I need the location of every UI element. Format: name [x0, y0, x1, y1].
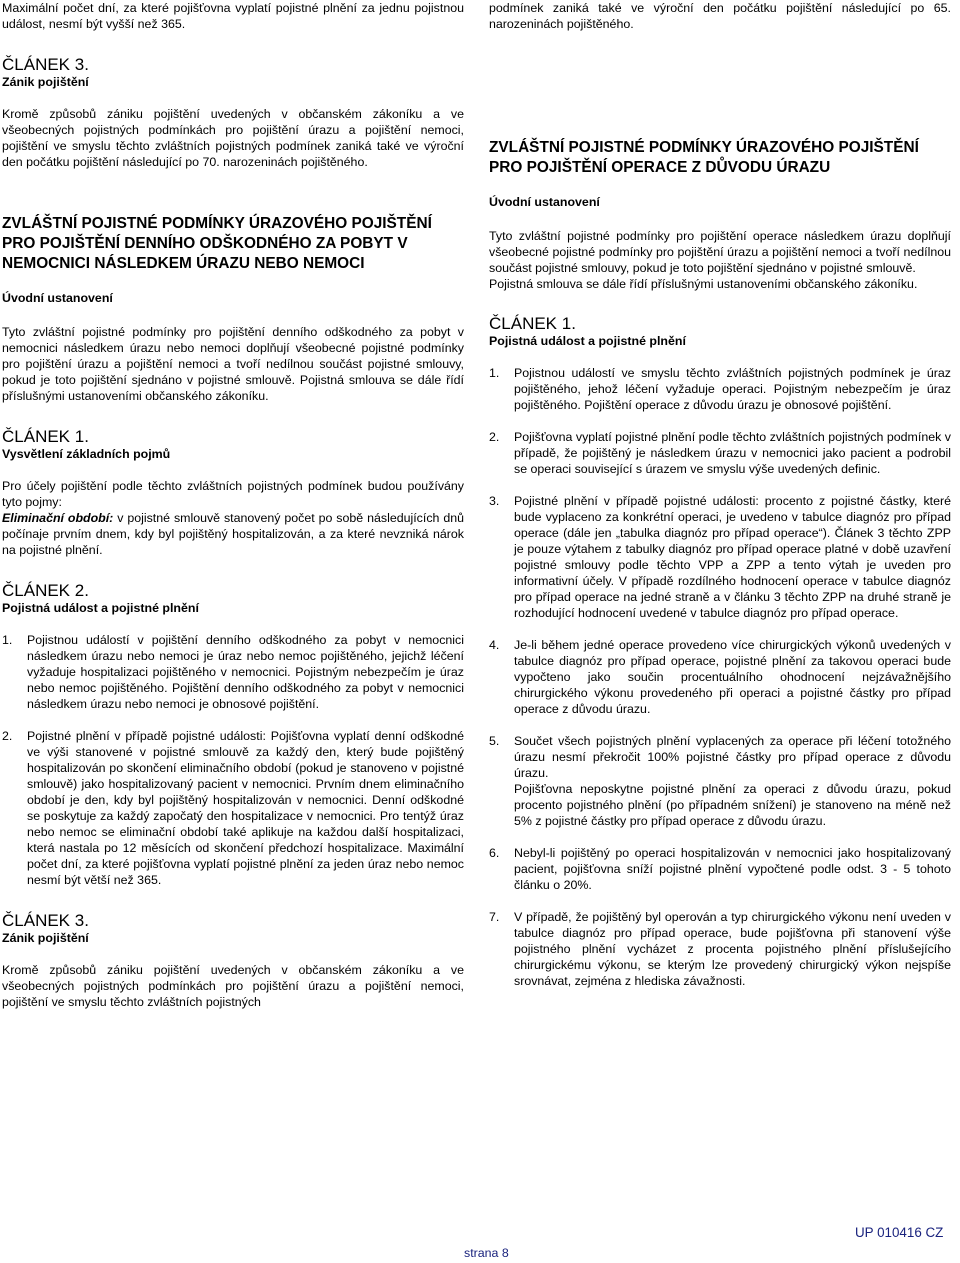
list-item [489, 909, 951, 989]
article-3b-text: Kromě způsobů zániku pojištění uvedených v občanském zákoníku a ve všeobecných pojistných podmínkách pro pojištění úrazu a pojištění nemoci, pojištění ve smyslu těchto zvláštních pojistných [2, 963, 464, 1009]
list-item-number: 4. [489, 638, 500, 652]
article-1-title: ČLÁNEK 1. [2, 427, 89, 446]
right-intro-text-2: Pojistná smlouva se dále řídí příslušnými ustanoveními občanského zákoníku. [489, 277, 918, 291]
list-item-number: 2. [489, 430, 500, 444]
article-2-subtitle: Pojistná událost a pojistné plnění [2, 601, 199, 615]
list-item-number: 3. [489, 494, 500, 508]
right-intro-text: Tyto zvláštní pojistné podmínky pro pojištění operace následkem úrazu doplňují všeobecné pojistné podmínky pro pojištění úrazu a pojištění nemoci a tvoří nedílnou součást pojistné smlouvy, pokud je toto pojištění sjednáno v pojistné smlouvě. [489, 229, 951, 275]
article-3b-title: ČLÁNEK 3. [2, 911, 89, 930]
list-item-number: 1. [2, 633, 13, 647]
article-1-subtitle: Vysvětlení základních pojmů [2, 447, 171, 461]
left-intro-text: Tyto zvláštní pojistné podmínky pro pojištění denního odškodného za pobyt v nemocnici následkem úrazu nebo nemoci doplňují všeobecné pojistné podmínky pro pojištění úrazu a pojištění nemoci a tvoří nedílnou součást pojistné smlouvy, pokud je toto pojištění sjednáno v pojistné smlouvě. Pojistná smlouva se dále řídí příslušnými ustanoveními občanského zákoníku. [2, 325, 464, 403]
list-item [2, 728, 464, 888]
list-item [489, 733, 951, 829]
right-intro-heading: Úvodní ustanovení [489, 195, 600, 209]
right-column [489, 0, 951, 989]
list-item-text: Pojistné plnění v případě pojistné události: Pojišťovna vyplatí denní odškodné ve výši stanovené v pojistné smlouvě za každý den, který bude pojištěný hospitalizován po skončení eliminačního období (pokud je stanoveno v pojistné smlouvě) jako hospitalizovaný pacient v nemocnici. Prvním dnem eliminačního období je den, kdy byl pojištěný hospitalizován v nemocnici. Denní odškodné se poskytuje za každý započatý den hospitalizace v nemocnici. Pro tentýž úraz nebo nemoc se eliminační období také aplikuje na každou další hospitalizaci, která nastala po 12 měsících od skončení předchozí hospitalizace. Maximální počet dní, za které pojišťovna vyplatí pojistné plnění za jeden úraz nebo nemoc nesmí být větší než 365. [27, 729, 464, 887]
article-3b-subtitle: Zánik pojištění [2, 931, 89, 945]
right-article-1-title: ČLÁNEK 1. [489, 314, 576, 333]
list-item-text: Pojišťovna vyplatí pojistné plnění podle těchto zvláštních pojistných podmínek v případě, že pojištěný je následkem úrazu v nemocnici jako pacient a podrobil se operaci související s úrazem ve smyslu výše uvedených definic. [514, 430, 951, 476]
list-item-text: Součet všech pojistných plnění vyplacených za operace při léčení totožného úrazu nesmí překročit 100% pojistné částky pro případ operace z důvodu úrazu. [514, 734, 951, 780]
left-top-paragraph: Maximální počet dní, za které pojišťovna vyplatí pojistné plnění za jednu pojistnou událost, nesmí být vyšší než 365. [2, 1, 464, 31]
article-3a-title: ČLÁNEK 3. [2, 55, 89, 74]
page-number: strana 8 [464, 1246, 509, 1260]
right-article-1-list [489, 365, 951, 989]
article-2-list [2, 632, 464, 888]
article-3a-text: Kromě způsobů zániku pojištění uvedených v občanském zákoníku a ve všeobecných pojistných podmínkách pro pojištění úrazu a pojištění nemoci, pojištění ve smyslu těchto zvláštních pojistných podmínek zaniká také ve výroční den počátku pojištění následující po 70. narozeninách pojištěného. [2, 107, 464, 169]
list-item [489, 365, 951, 413]
list-item [489, 637, 951, 717]
list-item-number: 5. [489, 734, 500, 748]
article-1-text: Pro účely pojištění podle těchto zvláštních pojistných podmínek budou používány tyto pojmy: [2, 479, 464, 509]
list-item [489, 429, 951, 477]
list-item-number: 6. [489, 846, 500, 860]
list-item [489, 493, 951, 621]
list-item-text-2: Pojišťovna neposkytne pojistné plnění za operaci z důvodu úrazu, pokud procento pojistného plnění (po případném snížení) je stanoveno na méně než 5% z pojistné částky pro případ operace z důvodu úrazu. [514, 782, 951, 828]
list-item [489, 845, 951, 893]
list-item-number: 2. [2, 729, 13, 743]
list-item [2, 632, 464, 712]
article-1-definition [2, 510, 464, 558]
right-top-paragraph: podmínek zaniká také ve výroční den počátku pojištění následující po 65. narozeninách pojištěného. [489, 1, 951, 31]
article-2-title: ČLÁNEK 2. [2, 581, 89, 600]
list-item-number: 1. [489, 366, 500, 380]
list-item-number: 7. [489, 910, 500, 924]
definition-term: Eliminační období: [2, 511, 114, 525]
left-intro-heading: Úvodní ustanovení [2, 291, 113, 305]
list-item-text: V případě, že pojištěný byl operován a typ chirurgického výkonu není uveden v tabulce diagnóz pro případ operace, bude pojišťovna při stanovení výše pojistného plnění vycházet z procenta pojistného plnění příslušejícího chirurgickému výkonu, se kterým lze provedený chirurgický výkon nejspíše srovnávat, zejména z hlediska závažnosti. [514, 910, 951, 988]
list-item-text: Pojistnou událostí ve smyslu těchto zvláštních pojistných podmínek je úraz pojištěného, jehož léčení vyžaduje operaci. Pojistným nebezpečím je úraz pojištěného. Pojištění operace z důvodu úrazu je obnosové pojištění. [514, 366, 951, 412]
list-item-text: Pojistnou událostí v pojištění denního odškodného za pobyt v nemocnici následkem úrazu nebo nemoci je úraz nebo nemoc pojištěného, jejichž léčení vyžaduje hospitalizaci pojištěného v nemocnici. Pojistným nebezpečím je úraz nebo nemoc pojištěného. Pojištění denního odškodného za pobyt v nemocnici následkem úrazu nebo nemoci je obnosové pojištění. [27, 633, 464, 711]
list-item-text: Pojistné plnění v případě pojistné události: procento z pojistné částky, které bude vyplaceno za konkrétní operaci, je uvedeno v tabulce diagnóz pro případ operace (dále jen „tabulka diagnóz pro případ operace“). Článek 3 těchto ZPP je pouze výtahem z tabulky diagnóz pro případ operace platné v době uzavření pojistné smlouvy podle těchto VPP a ZPP a tento výtah je uveden pro informativní účely. V případě rozdílného hodnocení operace v tabulce diagnóz pro případ operace na jedné straně a v článku 3 těchto ZPP na druhé straně je rozhodující hodnocení uvedené v tabulce diagnóz pro případ operace. [514, 494, 951, 620]
list-item-text: Nebyl-li pojištěný po operaci hospitalizován v nemocnici jako hospitalizovaný pacient, pojišťovna sníží pojistné plnění vypočtené podle odst. 3 - 5 tohoto článku o 20%. [514, 846, 951, 892]
article-3a-subtitle: Zánik pojištění [2, 75, 89, 89]
right-section-title: ZVLÁŠTNÍ POJISTNÉ PODMÍNKY ÚRAZOVÉHO POJIŠTĚNÍ PRO POJIŠTĚNÍ OPERACE Z DŮVODU ÚRAZU [489, 139, 919, 176]
list-item-text: Je-li během jedné operace provedeno více chirurgických výkonů uvedených v tabulce diagnóz pro případ operace, pojistné plnění za takovou operaci bude vypočteno jako součin procentuálního ohodnocení nejzávažnějšího chirurgického výkonu provedeného při operaci a pojistné částky pro případ operace z důvodu úrazu. [514, 638, 951, 716]
document-code: UP 010416 CZ [855, 1225, 944, 1240]
right-article-1-subtitle: Pojistná událost a pojistné plnění [489, 334, 686, 348]
definition-text: v pojistné smlouvě stanovený počet po sobě následujících dnů počínaje prvním dnem, kdy byl pojištěný hospitalizován, a za které nevzniká nárok na pojistné plnění. [2, 511, 464, 557]
left-column [2, 0, 464, 1010]
left-section-title: ZVLÁŠTNÍ POJISTNÉ PODMÍNKY ÚRAZOVÉHO POJIŠTĚNÍ PRO POJIŠTĚNÍ DENNÍHO ODŠKODNÉHO ZA POBYT V NEMOCNICI NÁSLEDKEM ÚRAZU NEBO NEMOCI [2, 215, 432, 272]
